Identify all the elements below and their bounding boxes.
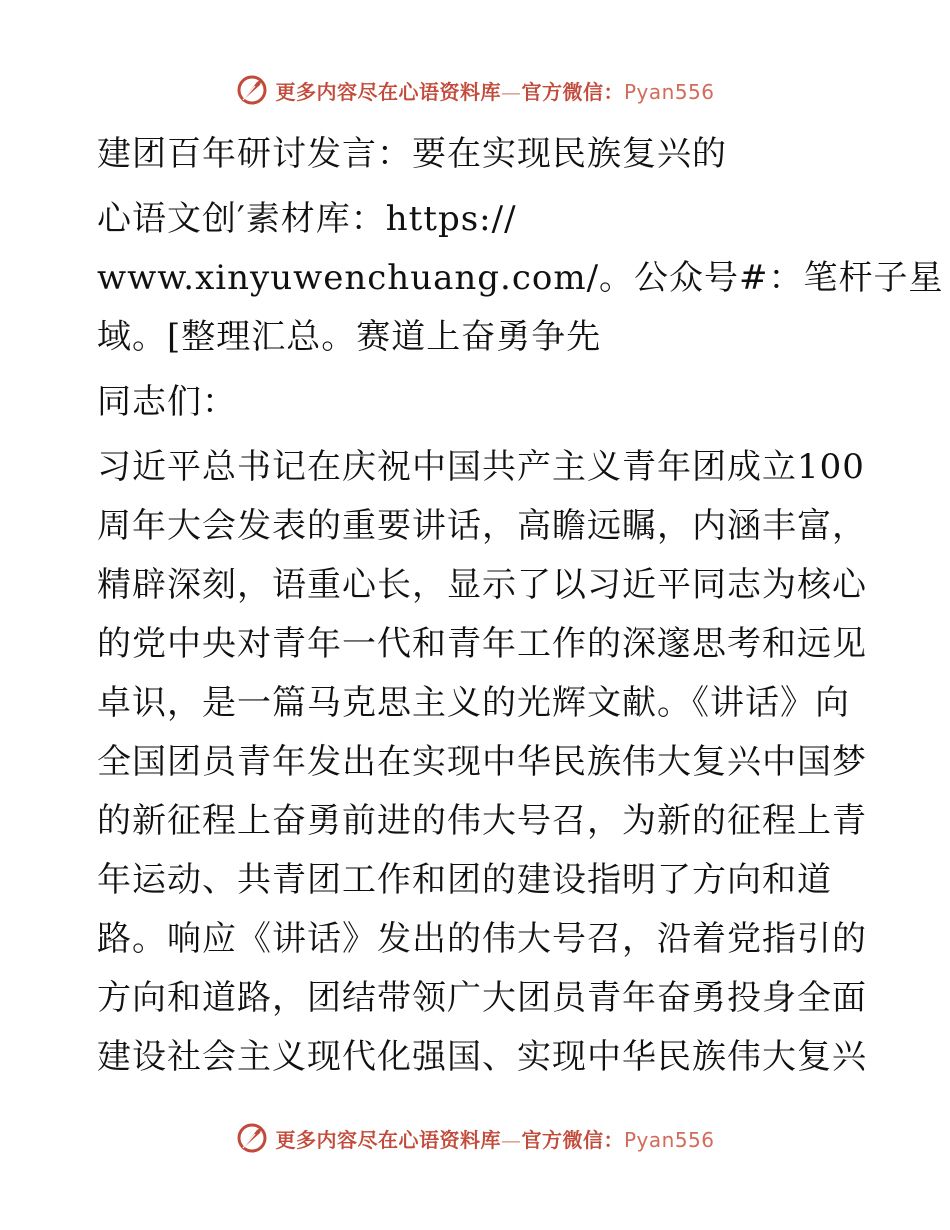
doc-salutation: 同志们： [97, 382, 237, 422]
watermark-main: 更多内容尽在心语资料库 [275, 79, 501, 104]
doc-line: www.xinyuwenchuang.com/。公众号#：笔杆子星 [97, 258, 944, 298]
header-watermark-banner [0, 70, 950, 110]
doc-line: 建设社会主义现代化强国、实现中华民族伟大复兴 [97, 1037, 867, 1077]
doc-line: 精辟深刻，语重心长，显示了以习近平同志为核心 [97, 565, 867, 605]
doc-line: 的新征程上奋勇前进的伟大号召，为新的征程上青 [97, 801, 867, 841]
doc-line: 域。[整理汇总。赛道上奋勇争先 [97, 317, 602, 357]
watermark-sub: 官方微信： [521, 1127, 624, 1152]
doc-line: 周年大会发表的重要讲话，高瞻远瞩，内涵丰富， [97, 506, 867, 546]
doc-line: 路。响应《讲话》发出的伟大号召，沿着党指引的 [97, 919, 867, 959]
quill-logo-icon [235, 73, 269, 107]
watermark-wechat-id: Pyan556 [623, 79, 715, 104]
watermark-main: 更多内容尽在心语资料库 [275, 1127, 501, 1152]
watermark-sub: 官方微信： [521, 79, 624, 104]
doc-title-line: 建团百年研讨发言：要在实现民族复兴的 [97, 134, 727, 174]
doc-line: 卓识，是一篇马克思主义的光辉文献。《讲话》向 [97, 683, 850, 723]
watermark-wechat-id: Pyan556 [623, 1127, 715, 1152]
doc-line: 习近平总书记在庆祝中国共产主义青年团成立100 [97, 447, 865, 487]
document-body [97, 125, 944, 1087]
watermark-dash: — [500, 1127, 522, 1152]
quill-logo-icon [235, 1121, 269, 1155]
watermark-text [275, 1124, 714, 1153]
doc-line: 方向和道路，团结带领广大团员青年奋勇投身全面 [97, 978, 867, 1018]
doc-line: 心语文创′素材库：https:// [97, 199, 517, 239]
watermark-dash: — [500, 79, 522, 104]
watermark-text [275, 76, 714, 105]
footer-watermark-banner [0, 1118, 950, 1158]
doc-line: 年运动、共青团工作和团的建设指明了方向和道 [97, 860, 832, 900]
doc-line: 的党中央对青年一代和青年工作的深邃思考和远见 [97, 624, 867, 664]
doc-line: 全国团员青年发出在实现中华民族伟大复兴中国梦 [97, 742, 867, 782]
